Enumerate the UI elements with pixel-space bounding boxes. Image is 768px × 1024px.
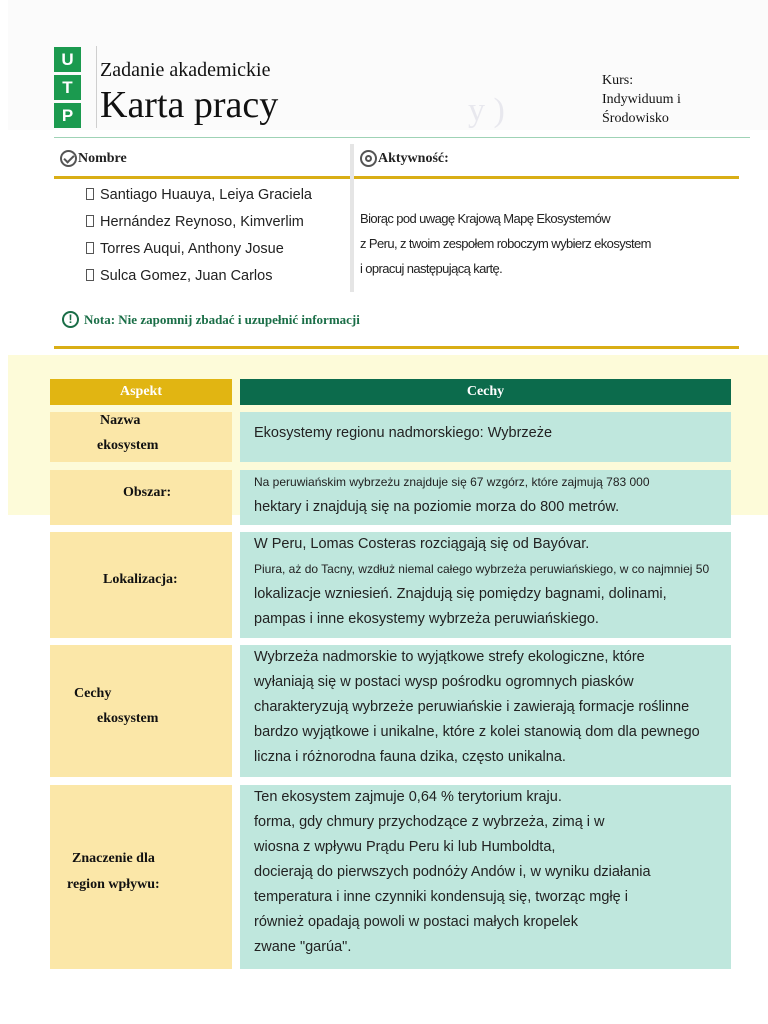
- feature-line: charakteryzują wybrzeże peruwiańskie i zawierają formacje roślinne: [254, 699, 690, 715]
- team-heading-label: Nombre: [78, 150, 127, 166]
- aspect-cell-name: [50, 412, 232, 462]
- aspect-label: ekosystem: [97, 711, 159, 726]
- feature-line: Piura, aż do Tacny, wzdłuż niemal całego wybrzeża peruwiańskiego, w co najmniej 50: [254, 562, 710, 576]
- feature-line: wyłaniają się w postaci wysp pośrodku ogromnych piasków: [254, 674, 634, 690]
- checkbox-glyph-icon: [86, 269, 94, 281]
- features-cell-area: [240, 470, 731, 525]
- course-name-line-2: Środowisko: [602, 111, 669, 126]
- features-cell-name: [240, 412, 731, 462]
- feature-line: temperatura i inne czynniki kondensują się, tworząc mgłę i: [254, 889, 628, 905]
- table-header-aspect: Aspekt: [50, 379, 232, 405]
- feature-line: Ten ekosystem zajmuje 0,64 % terytorium kraju.: [254, 789, 562, 805]
- utp-logo: [54, 47, 81, 131]
- aspect-label: region wpływu:: [67, 877, 160, 892]
- list-item: [86, 182, 312, 209]
- checkbox-glyph-icon: [86, 188, 94, 200]
- list-item: [86, 209, 312, 236]
- feature-line: zwane "garúa".: [254, 939, 352, 955]
- member-name: Hernández Reynoso, Kimverlim: [100, 214, 304, 230]
- document-subtitle: Zadanie akademickie: [100, 59, 271, 81]
- features-cell-location: [240, 532, 731, 638]
- feature-line: bardzo wyjątkowe i unikalne, które z kolei stanowią dom dla pewnego: [254, 724, 700, 740]
- exclamation-circle-icon: !: [62, 311, 79, 328]
- activity-line: z Peru, z twoim zespołem roboczym wybierz ekosystem: [360, 236, 651, 251]
- member-name: Sulca Gomez, Juan Carlos: [100, 268, 273, 284]
- check-circle-icon: [60, 150, 77, 167]
- document-title: Karta pracy: [100, 84, 279, 126]
- aspect-label: Nazwa: [100, 413, 141, 428]
- logo-letter-p: P: [54, 103, 81, 128]
- feature-line: docierają do pierwszych podnóży Andów i, w wyniku działania: [254, 864, 651, 880]
- feature-line: wiosna z wpływu Prądu Peru ki lub Humboldta,: [254, 839, 556, 855]
- feature-line: W Peru, Lomas Costeras rozciągają się od Bayóvar.: [254, 536, 590, 552]
- logo-letter-t: T: [54, 75, 81, 100]
- note-callout: [62, 311, 360, 328]
- team-member-list: [86, 182, 312, 290]
- list-item: [86, 263, 312, 290]
- course-label: Kurs:: [602, 73, 634, 88]
- activity-heading-label: Aktywność:: [378, 150, 449, 166]
- activity-heading: [360, 150, 449, 167]
- aspect-label: Znaczenie dla: [72, 851, 155, 866]
- aspect-label: Lokalizacja:: [103, 572, 178, 587]
- panel-separator: [350, 144, 354, 292]
- aspect-cell-location: [50, 532, 232, 638]
- team-heading: [60, 150, 127, 167]
- table-header-features: Cechy: [240, 379, 731, 405]
- team-heading-rule: [54, 176, 350, 179]
- aspect-label: Cechy: [74, 686, 112, 701]
- aspect-cell-characteristics: [50, 645, 232, 777]
- logo-divider: [96, 46, 97, 128]
- activity-description: [360, 206, 720, 281]
- member-name: Torres Auqui, Anthony Josue: [100, 241, 284, 257]
- feature-line: lokalizacje wzniesień. Znajdują się pomiędzy bagnami, dolinami,: [254, 586, 667, 602]
- feature-line: Wybrzeża nadmorskie to wyjątkowe strefy ekologiczne, które: [254, 649, 645, 665]
- feature-line: również opadają powoli w postaci małych kropelek: [254, 914, 578, 930]
- aspect-cell-importance: [50, 785, 232, 969]
- logo-letter-u: U: [54, 47, 81, 72]
- activity-heading-rule: [354, 176, 739, 179]
- activity-line: Biorąc pod uwagę Krajową Mapę Ekosystemów: [360, 211, 610, 226]
- aspect-label: Obszar:: [123, 485, 172, 500]
- feature-line: pampas i inne ekosystemy wybrzeża peruwiańskiego.: [254, 611, 599, 627]
- note-rule: [54, 346, 739, 349]
- checkbox-glyph-icon: [86, 242, 94, 254]
- checkbox-glyph-icon: [86, 215, 94, 227]
- feature-line: Ekosystemy regionu nadmorskiego: Wybrzeże: [254, 425, 553, 441]
- aspect-cell-area: [50, 470, 232, 525]
- features-cell-characteristics: [240, 645, 731, 777]
- feature-line: forma, gdy chmury przychodzące z wybrzeża, zimą i w: [254, 814, 605, 830]
- list-item: [86, 236, 312, 263]
- course-name-line-1: Indywiduum i: [602, 92, 681, 107]
- member-name: Santiago Huauya, Leiya Graciela: [100, 187, 312, 203]
- note-text: Nota: Nie zapomnij zbadać i uzupełnić informacji: [84, 311, 360, 327]
- faded-watermark-glyph: y ): [468, 92, 505, 129]
- header-divider: [54, 137, 750, 138]
- feature-line: Na peruwiańskim wybrzeżu znajduje się 67 wzgórz, które zajmują 783 000: [254, 475, 650, 489]
- course-info: [602, 71, 681, 128]
- features-cell-importance: [240, 785, 731, 969]
- feature-line: hektary i znajdują się na poziomie morza do 800 metrów.: [254, 499, 620, 515]
- activity-line: i opracuj następującą kartę.: [360, 261, 503, 276]
- feature-line: liczna i różnorodna fauna dzika, często unikalna.: [254, 749, 566, 765]
- aspect-label: ekosystem: [97, 438, 159, 453]
- target-icon: [360, 150, 377, 167]
